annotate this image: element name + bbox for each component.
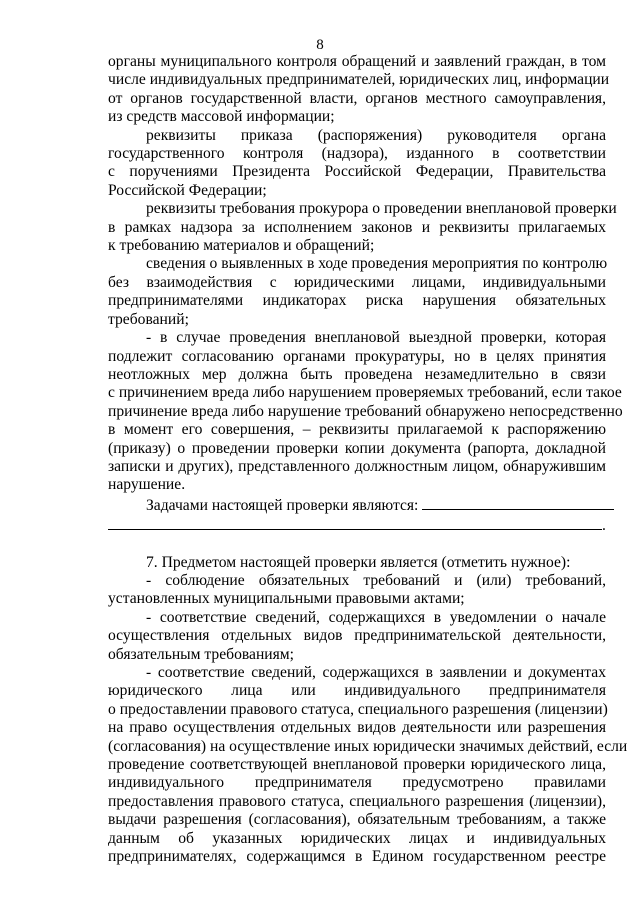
- text-line: юридического лица или индивидуального предпринимателя: [108, 682, 606, 700]
- text-line: (согласования) на осуществление иных юридически значимых действий, если: [108, 737, 628, 755]
- text-line: установленных муниципальными правовыми актами;: [108, 590, 465, 608]
- text-line: из средств массовой информации;: [108, 108, 335, 126]
- text-line: (приказу) о проведении проверки копии документа (рапорта, докладной: [108, 439, 606, 457]
- tasks-label-line: [108, 495, 606, 515]
- text-line: обязательным требованиям;: [108, 645, 295, 663]
- paragraph: [108, 200, 617, 255]
- text-line: нарушение.: [108, 476, 186, 494]
- document-body: [108, 53, 628, 866]
- text-line: осуществления отдельных видов предпринимательской деятельности,: [108, 627, 606, 645]
- text-line: от органов государственной власти, органов местного самоуправления,: [108, 89, 606, 107]
- text-line: без взаимодействия с юридическими лицами, индивидуальными: [108, 273, 606, 291]
- text-line: подлежит согласованию органами прокуратуры, но в целях принятия: [108, 347, 606, 365]
- paragraph: [108, 572, 606, 609]
- text-line: причинение вреда либо нарушение требований обнаружено непосредственно: [108, 402, 623, 420]
- text-line: индивидуального предпринимателя предусмотрено правилами: [108, 774, 606, 792]
- text-line: Российской Федерации;: [108, 181, 267, 199]
- text-line: - в случае проведения внеплановой выездной проверки, которая: [146, 329, 606, 347]
- section-gap: [108, 536, 606, 554]
- text-line: требований;: [108, 310, 189, 328]
- text-line: предоставления правового статуса, специального разрешения (лицензии),: [108, 792, 606, 810]
- paragraph: [108, 53, 610, 127]
- text-line: реквизиты требования прокурора о проведении внеплановой проверки: [146, 200, 617, 218]
- paragraph: [108, 255, 606, 329]
- text-line: записки и других), представленного должностным лицом, обнаружившим: [108, 457, 606, 475]
- text-line: выдачи разрешения (согласования), обязательным требованиям, а также: [108, 811, 606, 829]
- text-line: числе индивидуальных предпринимателей, юридических лиц, информации: [108, 71, 610, 89]
- text-line: с поручениями Президента Российской Федерации, Правительства: [108, 163, 606, 181]
- page-number: 8: [316, 37, 324, 53]
- text-line: сведения о выявленных в ходе проведения мероприятия по контролю: [146, 255, 608, 273]
- text-line: с причинением вреда либо нарушением проверяемых требований, если такое: [108, 384, 622, 402]
- text-line: государственного контроля (надзора), изданного в соответствии: [108, 145, 606, 163]
- text-line: в момент его совершения, – реквизиты прилагаемой к распоряжению: [108, 421, 606, 439]
- tasks-line-end: .: [602, 517, 606, 535]
- text-line: о предоставлении правового статуса, специального разрешения (лицензии): [108, 700, 608, 718]
- text-line: данным об указанных юридических лицах и индивидуальных: [108, 829, 606, 847]
- text-line: предпринимателями индикаторах риска нарушения обязательных: [108, 292, 606, 310]
- tasks-second-line: [108, 515, 606, 535]
- text-line: предпринимателях, содержащимся в Едином государственном реестре: [108, 848, 606, 866]
- item7-heading-paragraph: [108, 554, 606, 572]
- tasks-paragraph: [108, 495, 606, 536]
- text-line: неотложных мер должна быть проведена незамедлительно в связи: [108, 365, 606, 383]
- tasks-label: Задачами настоящей проверки являются:: [146, 496, 419, 514]
- text-line: проведение соответствующей внеплановой проверки юридического лица,: [108, 756, 606, 774]
- text-line: реквизиты приказа (распоряжения) руководителя органа: [146, 126, 606, 144]
- text-line: - соблюдение обязательных требований и (или) требований,: [146, 571, 606, 589]
- item7-heading: 7. Предметом настоящей проверки является (отметить нужное):: [146, 553, 571, 571]
- text-line: в рамках надзора за исполнением законов и реквизиты прилагаемых: [108, 218, 606, 236]
- text-line: на право осуществления отдельных видов деятельности или разрешения: [108, 719, 606, 737]
- tasks-fill-in-line[interactable]: [422, 495, 614, 510]
- paragraph: [108, 609, 606, 664]
- text-line: - соответствие сведений, содержащихся в заявлении и документах: [146, 664, 606, 681]
- paragraph: [108, 127, 606, 201]
- paragraph: [108, 664, 628, 866]
- text-line: к требованию материалов и обращений;: [108, 237, 375, 255]
- text-line: органы муниципального контроля обращений и заявлений граждан, в том: [108, 53, 606, 70]
- text-line: - соответствие сведений, содержащихся в уведомлении о начале: [146, 608, 606, 626]
- tasks-fill-in-line-2[interactable]: [108, 515, 602, 530]
- paragraph: [108, 329, 623, 495]
